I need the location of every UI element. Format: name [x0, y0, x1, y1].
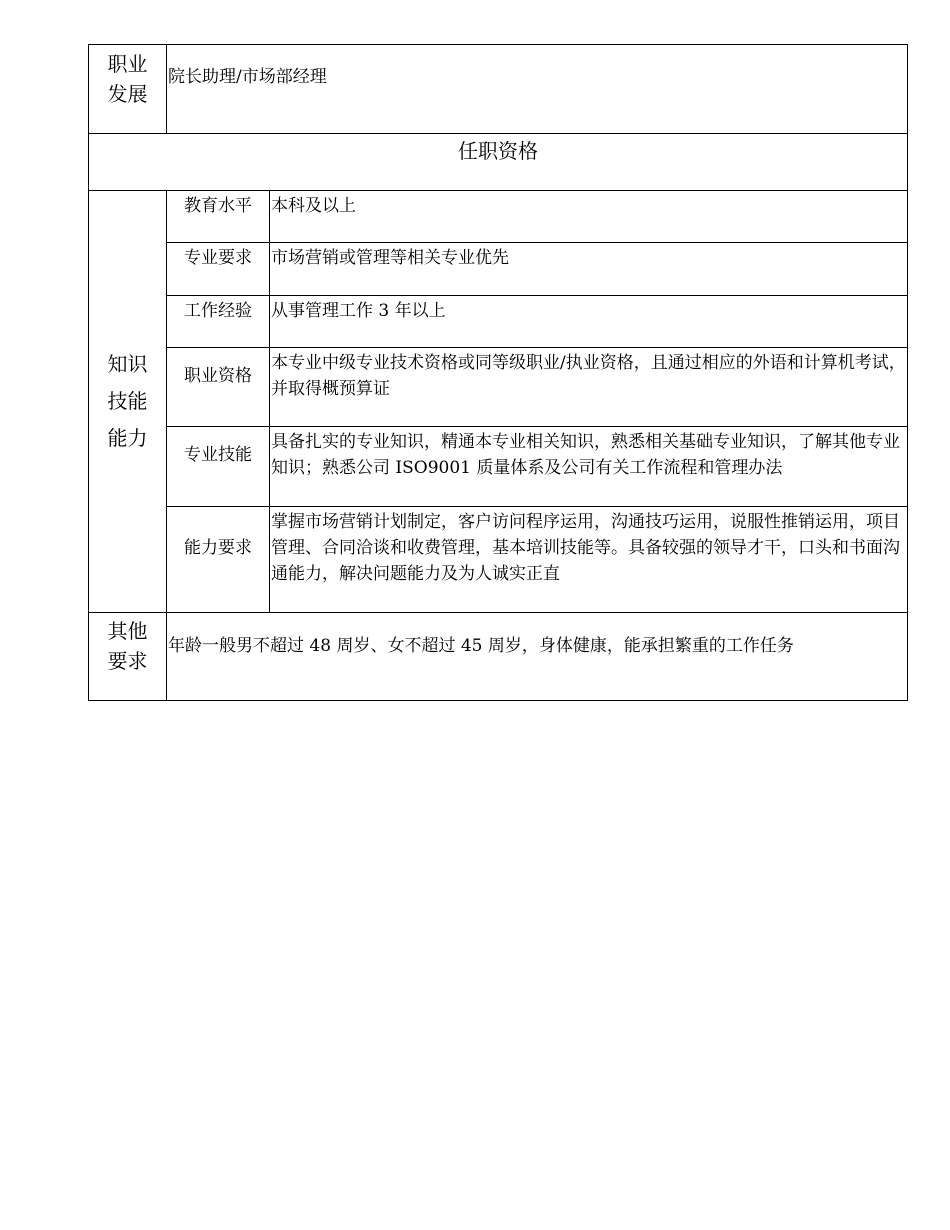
experience-label: 工作经验 — [167, 296, 270, 348]
qual-row-skill — [89, 427, 908, 507]
certification-label: 职业资格 — [167, 348, 270, 427]
qual-row-certification — [89, 348, 908, 427]
skill-label: 专业技能 — [167, 427, 270, 507]
career-label-line1: 职业 — [107, 52, 148, 76]
other-label — [89, 613, 167, 701]
other-label-line2: 要求 — [107, 649, 148, 673]
certification-value: 本专业中级专业技术资格或同等级职业/执业资格，且通过相应的外语和计算机考试，并取得概预算证 — [270, 348, 908, 427]
group-label-line1: 知识 — [107, 352, 148, 376]
career-row — [89, 45, 908, 134]
qual-row-major — [89, 243, 908, 296]
major-value: 市场营销或管理等相关专业优先 — [270, 243, 908, 296]
qual-row-experience — [89, 296, 908, 348]
career-label — [89, 45, 167, 134]
job-requirements-table — [88, 44, 908, 701]
major-label: 专业要求 — [167, 243, 270, 296]
qualification-title: 任职资格 — [89, 134, 908, 191]
career-value: 院长助理/市场部经理 — [167, 45, 908, 134]
skill-value: 具备扎实的专业知识，精通本专业相关知识，熟悉相关基础专业知识，了解其他专业知识；熟悉公司 ISO9001 质量体系及公司有关工作流程和管理办法 — [270, 427, 908, 507]
group-label-line3: 能力 — [107, 426, 148, 450]
career-label-line2: 发展 — [107, 82, 148, 106]
other-value: 年龄一般男不超过 48 周岁、女不超过 45 周岁，身体健康，能承担繁重的工作任务 — [167, 613, 908, 701]
knowledge-skill-ability-label — [89, 191, 167, 613]
other-label-line1: 其他 — [107, 619, 148, 643]
qual-row-education — [89, 191, 908, 243]
other-row — [89, 613, 908, 701]
group-label-line2: 技能 — [107, 389, 148, 413]
ability-value: 掌握市场营销计划制定，客户访问程序运用，沟通技巧运用，说服性推销运用，项目管理、合同洽谈和收费管理，基本培训技能等。具备较强的领导才干，口头和书面沟通能力，解决问题能力及为人诚实正直 — [270, 507, 908, 613]
ability-label: 能力要求 — [167, 507, 270, 613]
qualification-title-row — [89, 134, 908, 191]
education-value: 本科及以上 — [270, 191, 908, 243]
education-label: 教育水平 — [167, 191, 270, 243]
qual-row-ability — [89, 507, 908, 613]
experience-value: 从事管理工作 3 年以上 — [270, 296, 908, 348]
